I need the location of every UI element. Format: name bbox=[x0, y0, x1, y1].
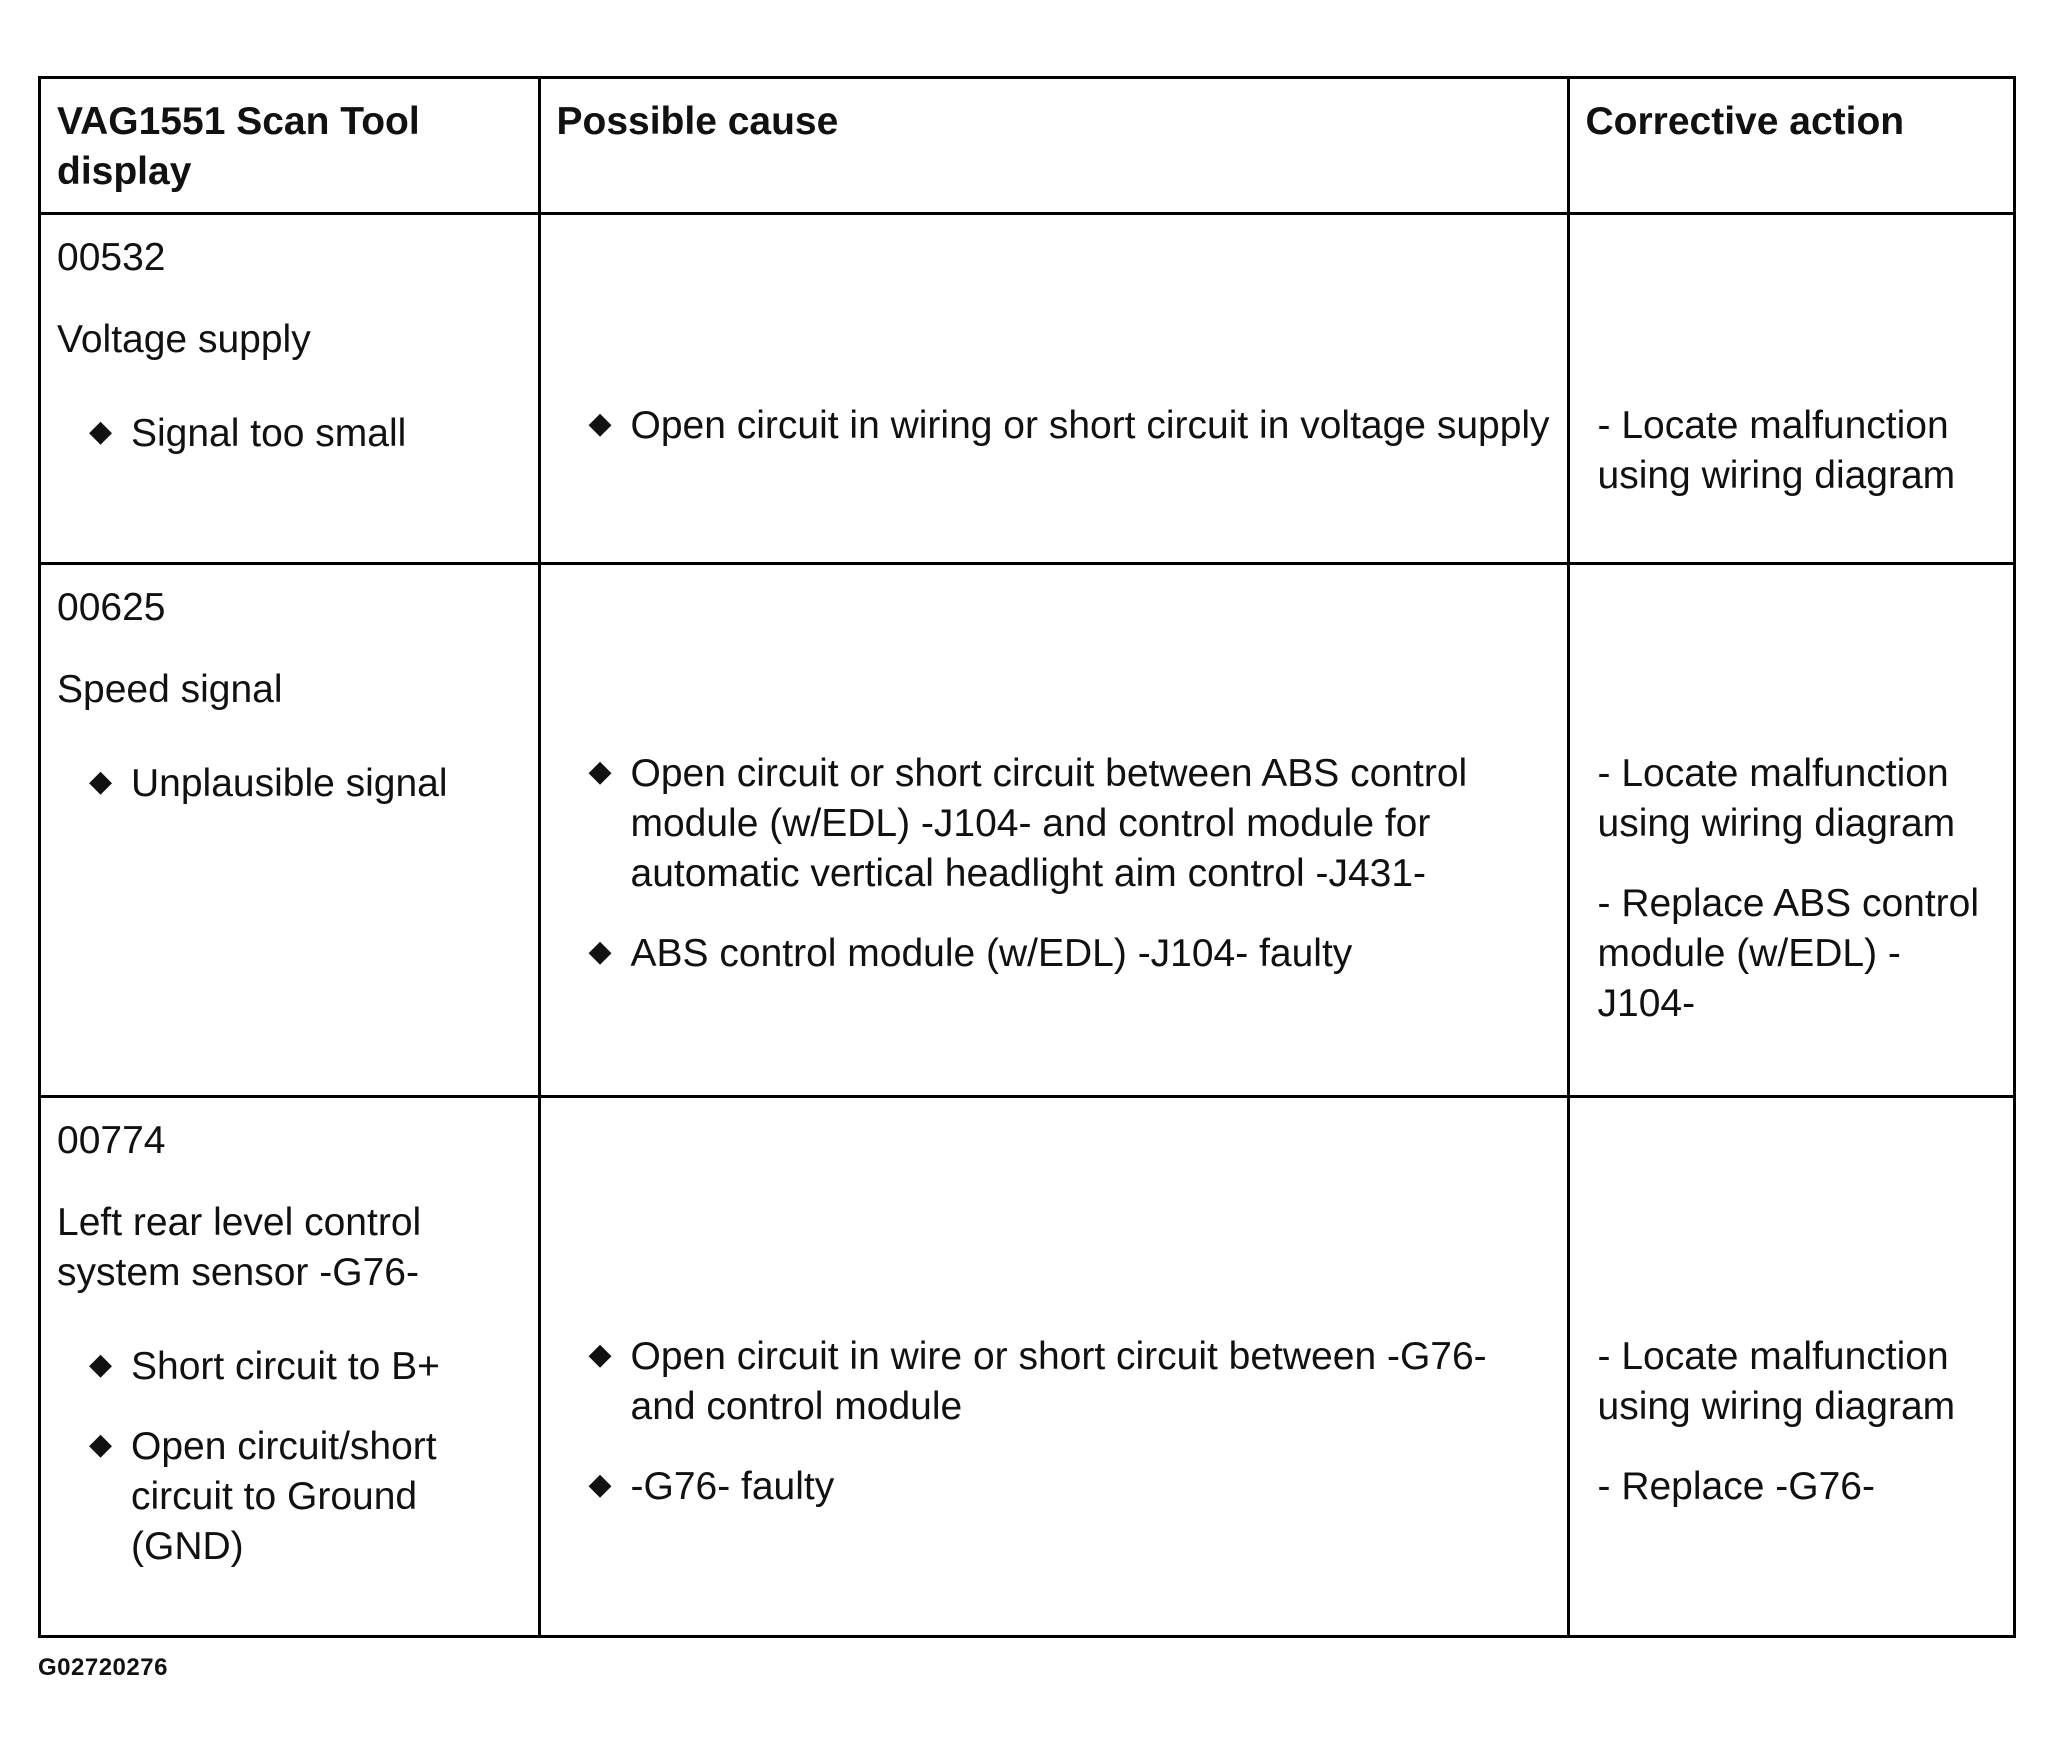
table-header-row bbox=[41, 79, 2013, 213]
diagnostic-table bbox=[41, 79, 2013, 1636]
corrective-action-item: - Locate malfunction using wiring diagram bbox=[1597, 1334, 1956, 1428]
corrective-action-item: - Locate malfunction using wiring diagram bbox=[1597, 403, 1956, 497]
scan-tool-display-cell bbox=[41, 563, 539, 1096]
corrective-action-cell bbox=[1568, 213, 2013, 563]
possible-cause-item bbox=[575, 929, 1551, 979]
fault-code: 00774 bbox=[57, 1118, 166, 1162]
diamond-bullet-icon: ◆ bbox=[588, 406, 612, 440]
possible-cause-item bbox=[575, 401, 1551, 451]
scan-tool-display-cell bbox=[41, 1096, 539, 1636]
possible-cause-text: -G76- faulty bbox=[630, 1464, 835, 1508]
diamond-bullet-icon: ◆ bbox=[89, 764, 113, 798]
diagnostic-table-frame bbox=[38, 76, 2016, 1638]
diamond-bullet-icon: ◆ bbox=[89, 1347, 113, 1381]
corrective-action-item: - Replace -G76- bbox=[1597, 1464, 1875, 1508]
diamond-bullet-icon: ◆ bbox=[588, 1337, 612, 1371]
corrective-action-item: - Replace ABS control module (w/EDL) -J104- bbox=[1597, 881, 1980, 1025]
scan-tool-display-cell bbox=[41, 213, 539, 563]
possible-cause-text: Open circuit in wiring or short circuit in voltage supply bbox=[630, 403, 1550, 447]
fault-condition-text: Short circuit to B+ bbox=[131, 1344, 440, 1388]
fault-description: Left rear level control system sensor -G76- bbox=[57, 1200, 422, 1294]
corrective-action-cell bbox=[1568, 563, 2013, 1096]
possible-cause-item bbox=[575, 1462, 1551, 1512]
corrective-action-item: - Locate malfunction using wiring diagram bbox=[1597, 751, 1956, 845]
diamond-bullet-icon: ◆ bbox=[588, 754, 612, 788]
fault-condition bbox=[75, 409, 522, 459]
header-scan-tool-display: VAG1551 Scan Tool display bbox=[41, 79, 539, 213]
possible-cause-item bbox=[575, 749, 1551, 899]
fault-description: Speed signal bbox=[57, 667, 283, 711]
fault-condition bbox=[75, 759, 522, 809]
fault-condition-text: Unplausible signal bbox=[131, 761, 448, 805]
table-row bbox=[41, 213, 2013, 563]
diamond-bullet-icon: ◆ bbox=[588, 1467, 612, 1501]
possible-cause-cell bbox=[539, 563, 1568, 1096]
diamond-bullet-icon: ◆ bbox=[89, 1427, 113, 1461]
possible-cause-cell bbox=[539, 213, 1568, 563]
fault-condition bbox=[75, 1342, 522, 1392]
possible-cause-cell bbox=[539, 1096, 1568, 1636]
diamond-bullet-icon: ◆ bbox=[89, 414, 113, 448]
possible-cause-item bbox=[575, 1332, 1551, 1432]
fault-code: 00625 bbox=[57, 585, 166, 629]
fault-condition bbox=[75, 1422, 522, 1572]
figure-id: G02720276 bbox=[38, 1654, 168, 1681]
possible-cause-text: ABS control module (w/EDL) -J104- faulty bbox=[630, 931, 1353, 975]
possible-cause-text: Open circuit in wire or short circuit between -G76- and control module bbox=[630, 1334, 1487, 1428]
table-row bbox=[41, 563, 2013, 1096]
fault-description: Voltage supply bbox=[57, 317, 311, 361]
fault-code: 00532 bbox=[57, 235, 166, 279]
corrective-action-cell bbox=[1568, 1096, 2013, 1636]
header-possible-cause: Possible cause bbox=[539, 79, 1568, 213]
fault-condition-text: Open circuit/short circuit to Ground (GND) bbox=[131, 1424, 437, 1568]
diamond-bullet-icon: ◆ bbox=[588, 934, 612, 968]
table-row bbox=[41, 1096, 2013, 1636]
header-corrective-action: Corrective action bbox=[1568, 79, 2013, 213]
fault-condition-text: Signal too small bbox=[131, 411, 407, 455]
possible-cause-text: Open circuit or short circuit between ABS control module (w/EDL) -J104- and control module for automatic vertical headlight aim control -J431- bbox=[630, 751, 1468, 895]
